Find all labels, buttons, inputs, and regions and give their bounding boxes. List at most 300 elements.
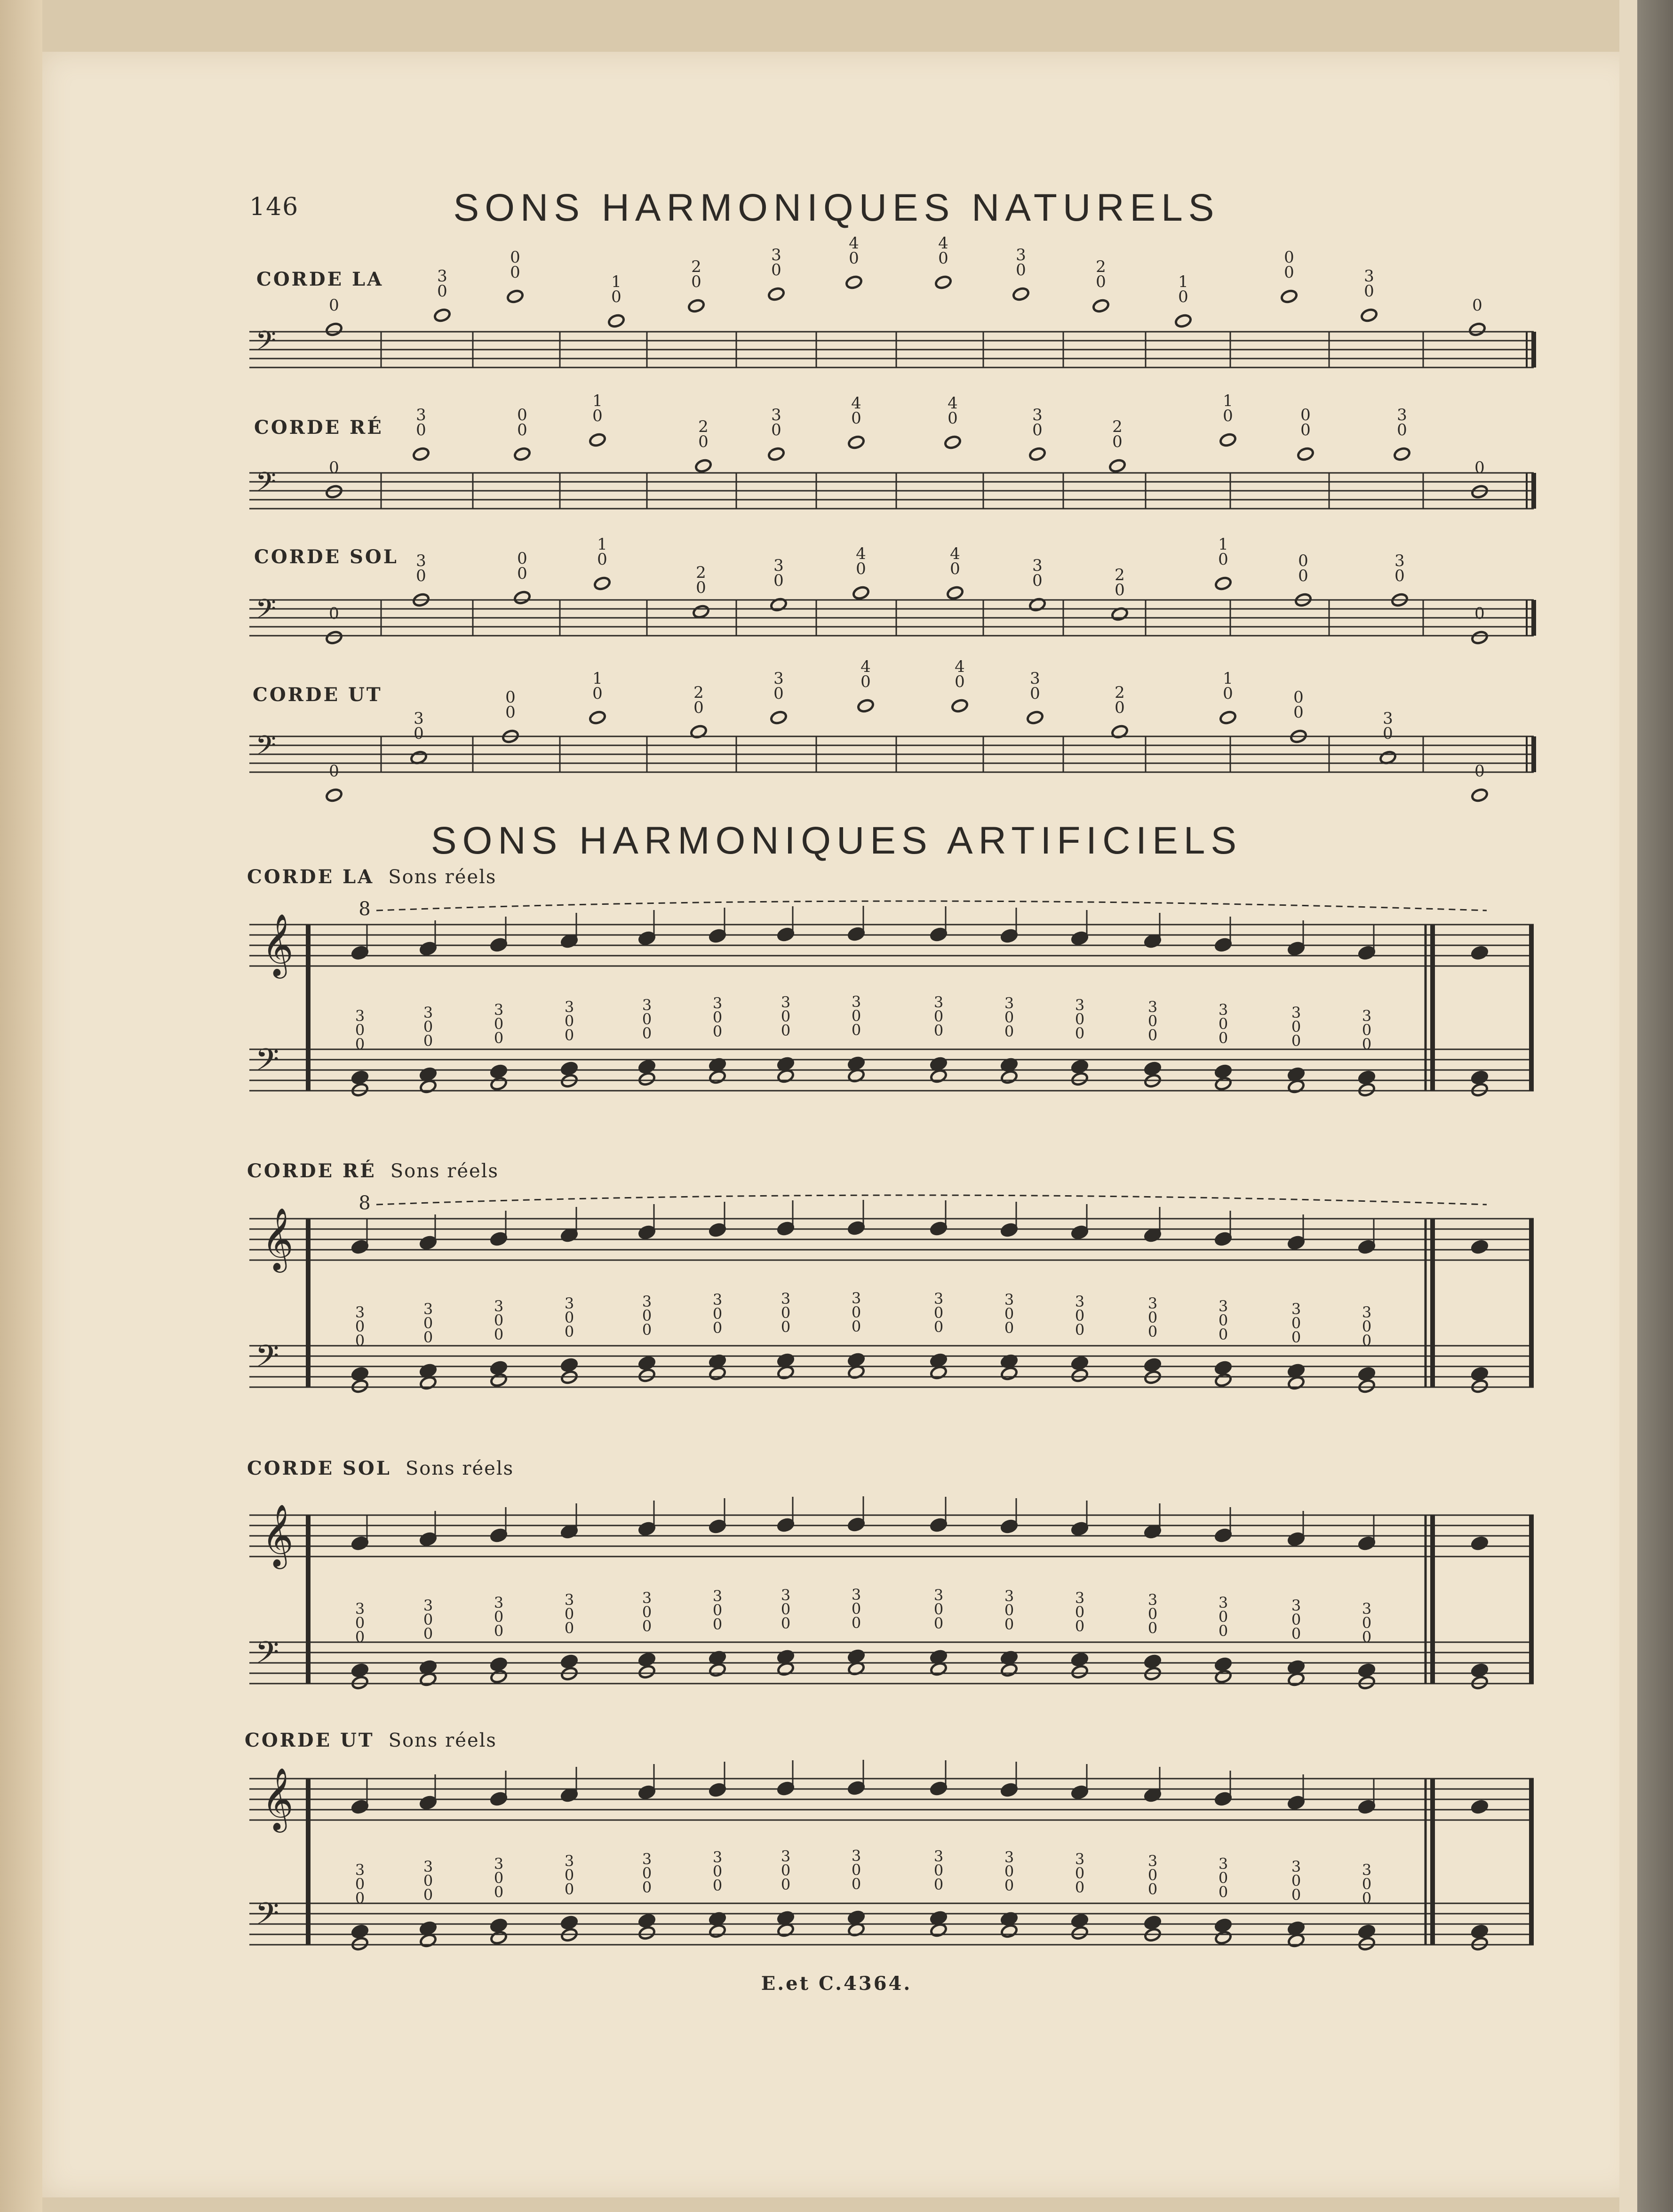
fingered-note: [560, 1061, 578, 1076]
fingering-number: 3: [564, 1294, 574, 1312]
fingering-number: 3: [771, 406, 781, 424]
final-note: [1471, 1924, 1489, 1939]
fingering-number: 0: [517, 421, 527, 439]
fingered-note: [490, 1657, 508, 1672]
real-sound-note: [1214, 1528, 1232, 1543]
fingering-number: 0: [611, 287, 621, 306]
touched-note: [1071, 1664, 1089, 1679]
row-label: CORDE RÉ Sons réels: [247, 1160, 499, 1182]
fingering-number: 2: [1096, 257, 1106, 276]
real-sound-note: [419, 1532, 437, 1547]
touched-note: [638, 1664, 656, 1679]
fingering-number: 3: [1075, 1589, 1085, 1607]
treble-clef: 𝄞: [262, 1767, 294, 1830]
fingering-number: 0: [329, 458, 339, 477]
fingering-number: 0: [517, 406, 527, 424]
fingering-number: 0: [414, 724, 424, 743]
real-sound-note: [1358, 1536, 1376, 1551]
fingered-note: [847, 1056, 865, 1071]
fingering-number: 0: [851, 1861, 861, 1879]
touched-note: [351, 1936, 369, 1951]
fingering-number: 0: [712, 1008, 723, 1026]
fingered-note: [1214, 1918, 1232, 1933]
row-label: CORDE SOL: [254, 546, 398, 568]
fingering-number: 3: [642, 1850, 652, 1868]
fingering-number: 3: [1383, 709, 1393, 728]
fingering-number: 0: [781, 1861, 791, 1879]
fingering-number: 1: [592, 391, 603, 410]
fingering-number: 0: [1223, 684, 1233, 703]
fingering-number: 3: [851, 1847, 861, 1865]
fingered-note: [1358, 1663, 1376, 1678]
real-sound-note: [1287, 1795, 1305, 1810]
fingering-number: 3: [1147, 1591, 1158, 1609]
fingering-number: 0: [592, 684, 603, 703]
bass-clef: 𝄢: [255, 1634, 279, 1678]
real-sound-note: [930, 1517, 948, 1533]
fingering-number: 3: [781, 993, 791, 1011]
fingering-number: 0: [564, 1323, 574, 1341]
fingering-number: 0: [1147, 1323, 1158, 1341]
fingering-number: 1: [592, 669, 603, 688]
fingering-number: 0: [1147, 1605, 1158, 1623]
real-sound-note: [1071, 931, 1089, 946]
touched-note: [1287, 1079, 1305, 1094]
fingering-number: 2: [696, 563, 706, 582]
fingering-number: 0: [564, 1026, 574, 1044]
fingered-note: [419, 1921, 437, 1936]
touched-note: [419, 1079, 437, 1094]
real-sound-note: [1358, 1239, 1376, 1254]
fingering-number: 0: [1300, 421, 1311, 439]
fingering-number: 0: [1300, 406, 1311, 424]
fingering-number: 0: [1004, 1008, 1014, 1026]
fingered-note: [1071, 1059, 1089, 1074]
real-sound-note: [1144, 934, 1162, 949]
fingering-number: 0: [860, 672, 871, 691]
touched-note: [930, 1923, 948, 1938]
fingering-number: 0: [1075, 1864, 1085, 1882]
real-sound-note: [1144, 1228, 1162, 1243]
fingering-number: 3: [1218, 1001, 1228, 1019]
fingered-note: [490, 1064, 508, 1079]
harmonic-note: [857, 698, 875, 713]
fingering-number: 0: [510, 263, 520, 282]
fingering-number: 0: [712, 1862, 723, 1880]
fingering-number: 0: [1075, 1617, 1085, 1635]
fingering-number: 0: [781, 1022, 791, 1039]
fingered-note: [490, 1918, 508, 1933]
fingering-number: 0: [416, 567, 426, 585]
fingered-note: [930, 1056, 948, 1071]
fingering-number: 3: [564, 1852, 574, 1870]
fingering-number: 0: [773, 571, 784, 590]
harmonic-note: [412, 447, 430, 462]
real-sound-note: [1071, 1225, 1089, 1240]
fingering-number: 0: [423, 1611, 433, 1629]
fingering-number: 0: [851, 409, 861, 428]
harmonic-note: [1219, 432, 1237, 447]
fingering-number: 0: [423, 1328, 433, 1346]
real-sound-note: [847, 926, 865, 942]
fingering-number: 0: [933, 1022, 944, 1039]
real-sound-note: [1358, 1799, 1376, 1814]
fingering-number: 0: [1474, 604, 1485, 623]
real-sound-note: [930, 1221, 948, 1236]
fingered-note: [1144, 1061, 1162, 1076]
fingering-number: 0: [1218, 1311, 1228, 1329]
fingering-number: 0: [1147, 1309, 1158, 1326]
fingering-number: 0: [1362, 1318, 1372, 1335]
real-sound-note: [560, 934, 578, 949]
real-sound-note: [709, 1782, 726, 1797]
fingering-number: 0: [564, 1880, 574, 1898]
fingering-number: 0: [564, 1619, 574, 1637]
fingering-number: 0: [933, 1876, 944, 1893]
touched-note: [1287, 1933, 1305, 1948]
fingering-number: 0: [505, 703, 516, 722]
fingering-number: 0: [1147, 1026, 1158, 1044]
fingering-number: 0: [938, 249, 948, 268]
fingering-number: 3: [851, 993, 861, 1011]
real-sound-note: [419, 1795, 437, 1810]
real-sound-note: [847, 1517, 865, 1532]
fingering-number: 0: [642, 1307, 652, 1325]
fingering-number: 3: [1147, 998, 1158, 1016]
fingering-number: 1: [1218, 535, 1228, 554]
fingering-number: 0: [1218, 1029, 1228, 1047]
touched-note: [1000, 1662, 1018, 1677]
fingering-number: 0: [849, 249, 859, 268]
fingering-number: 0: [781, 1614, 791, 1632]
fingering-number: 3: [781, 1586, 791, 1604]
fingering-number: 2: [1115, 683, 1125, 702]
fingering-number: 3: [1016, 246, 1026, 264]
fingering-number: 3: [355, 1600, 365, 1618]
fingering-number: 0: [355, 1614, 365, 1632]
fingered-note: [638, 1652, 656, 1667]
fingering-number: 3: [851, 1289, 861, 1307]
fingering-number: 0: [564, 1012, 574, 1030]
fingering-number: 0: [355, 1021, 365, 1039]
harmonic-note: [506, 289, 524, 304]
fingering-number: 0: [423, 1625, 433, 1643]
harmonic-note: [325, 788, 343, 803]
fingered-note: [419, 1067, 437, 1082]
fingering-number: 0: [1004, 1877, 1014, 1894]
fingered-note: [1071, 1356, 1089, 1371]
fingering-number: 0: [698, 432, 709, 451]
fingering-number: 0: [1075, 1321, 1085, 1339]
final-note: [1471, 1663, 1489, 1678]
fingering-number: 0: [1147, 1880, 1158, 1898]
fingering-number: 0: [851, 1021, 861, 1039]
fingering-number: 0: [494, 1326, 504, 1343]
fingering-number: 0: [517, 564, 527, 583]
fingered-note: [1287, 1660, 1305, 1675]
fingering-number: 3: [933, 1586, 944, 1604]
fingering-number: 0: [1362, 1332, 1372, 1350]
fingering-number: 0: [933, 1861, 944, 1879]
fingering-number: 3: [1394, 551, 1405, 570]
fingering-number: 0: [423, 1886, 433, 1904]
fingering-number: 0: [355, 1332, 365, 1350]
fingering-number: 0: [933, 1304, 944, 1322]
fingering-number: 0: [1291, 1314, 1301, 1332]
fingering-number: 0: [564, 1309, 574, 1326]
row-label: CORDE LA: [256, 268, 384, 290]
fingering-number: 4: [948, 394, 958, 413]
touched-note: [1071, 1071, 1089, 1086]
fingered-note: [351, 1366, 369, 1382]
harmonic-note: [513, 590, 531, 605]
real-sound-note: [351, 945, 369, 960]
touched-note: [777, 1069, 795, 1084]
real-sound-note: [490, 1528, 508, 1543]
harmonic-note: [1012, 287, 1030, 302]
fingering-number: 3: [781, 1847, 791, 1865]
harmonic-note: [1471, 788, 1489, 803]
fingering-number: 3: [1147, 1852, 1158, 1870]
fingered-note: [1358, 1366, 1376, 1382]
real-sound-note: [638, 1521, 656, 1536]
fingering-number: 0: [642, 1617, 652, 1635]
fingering-number: 3: [564, 1591, 574, 1609]
real-sound-note: [419, 1235, 437, 1250]
fingering-number: 0: [642, 1603, 652, 1621]
fingering-number: 0: [1030, 684, 1040, 703]
touched-note: [930, 1365, 948, 1380]
fingering-number: 0: [1004, 1319, 1014, 1337]
touched-note: [490, 1930, 508, 1945]
fingering-number: 3: [1218, 1855, 1228, 1873]
touched-note: [638, 1925, 656, 1940]
fingering-number: 0: [329, 296, 339, 315]
fingering-number: 1: [1178, 272, 1188, 291]
harmonic-note: [934, 275, 952, 290]
fingering-number: 0: [1115, 581, 1125, 599]
touched-note: [490, 1669, 508, 1684]
fingering-number: 0: [1472, 296, 1482, 315]
fingering-number: 0: [423, 1314, 433, 1332]
fingering-number: 0: [1293, 688, 1304, 707]
fingering-number: 3: [1004, 994, 1014, 1012]
fingering-number: 3: [642, 1589, 652, 1607]
fingering-number: 0: [423, 1872, 433, 1890]
touched-note: [777, 1923, 795, 1938]
fingering-number: 3: [773, 669, 784, 688]
fingering-number: 0: [564, 1605, 574, 1623]
fingering-number: 0: [1291, 1611, 1301, 1629]
real-sound-note: [560, 1228, 578, 1243]
fingering-number: 3: [712, 1587, 723, 1605]
touched-note: [1000, 1924, 1018, 1939]
fingering-number: 0: [1218, 1015, 1228, 1033]
fingering-number: 0: [712, 1319, 723, 1337]
fingered-note: [1144, 1358, 1162, 1373]
fingering-number: 0: [1016, 261, 1026, 279]
real-sound-note: [1000, 928, 1018, 943]
harmonic-note: [770, 710, 788, 725]
fingering-number: 3: [1075, 1293, 1085, 1310]
fingering-number: 0: [494, 1311, 504, 1329]
fingering-number: 3: [1032, 406, 1043, 424]
harmonic-note: [593, 576, 611, 591]
fingering-number: 3: [1362, 1600, 1372, 1618]
fingered-note: [560, 1654, 578, 1669]
fingering-number: 0: [642, 1321, 652, 1339]
fingering-number: 0: [1032, 421, 1043, 439]
page-number: 146: [249, 193, 299, 221]
touched-note: [351, 1379, 369, 1394]
fingering-number: 0: [1218, 550, 1228, 569]
fingering-number: 0: [642, 1864, 652, 1882]
touched-note: [1000, 1366, 1018, 1381]
fingering-number: 0: [851, 1318, 861, 1335]
real-sound-note: [1144, 1524, 1162, 1539]
fingering-number: 4: [856, 544, 866, 563]
fingering-number: 0: [355, 1889, 365, 1907]
fingered-note: [847, 1649, 865, 1664]
fingered-note: [351, 1070, 369, 1085]
treble-clef: 𝄞: [262, 1503, 294, 1566]
touched-note: [1000, 1070, 1018, 1085]
real-sound-note: [1287, 941, 1305, 956]
fingering-number: 0: [1291, 1328, 1301, 1346]
touched-note: [1358, 1082, 1376, 1097]
fingering-number: 2: [691, 257, 701, 276]
fingering-number: 0: [1394, 567, 1405, 585]
fingering-number: 0: [933, 1318, 944, 1336]
harmonic-note: [589, 432, 606, 447]
fingering-number: 0: [642, 1010, 652, 1028]
fingering-number: 3: [416, 406, 426, 424]
fingering-number: 0: [1284, 248, 1294, 267]
fingering-number: 3: [1397, 406, 1407, 424]
final-note: [1471, 1379, 1489, 1394]
fingering-number: 3: [933, 993, 944, 1011]
fingering-number: 0: [1298, 551, 1308, 570]
fingered-note: [638, 1059, 656, 1074]
fingered-note: [490, 1360, 508, 1375]
fingering-number: 0: [1004, 1615, 1014, 1633]
final-note: [1471, 1070, 1489, 1085]
fingering-number: 3: [1032, 556, 1043, 575]
fingering-number: 3: [1030, 669, 1040, 688]
final-note: [1471, 1536, 1489, 1551]
touched-note: [777, 1661, 795, 1677]
fingering-number: 0: [781, 1007, 791, 1025]
real-sound-note: [1214, 1231, 1232, 1246]
fingering-number: 0: [781, 1318, 791, 1336]
fingering-number: 0: [1112, 432, 1123, 451]
fingering-number: 3: [1291, 1858, 1301, 1876]
harmonic-note: [767, 447, 785, 462]
fingered-note: [777, 1353, 795, 1368]
fingering-number: 0: [1075, 1010, 1085, 1028]
fingered-note: [638, 1356, 656, 1371]
fingering-number: 0: [1147, 1619, 1158, 1637]
fingering-number: 0: [564, 1866, 574, 1884]
fingering-number: 0: [329, 762, 339, 781]
fingering-number: 0: [597, 550, 607, 569]
harmonic-note: [946, 585, 964, 600]
final-note: [1471, 1675, 1489, 1690]
row-label: CORDE RÉ: [254, 416, 383, 439]
fingering-number: 0: [771, 421, 781, 439]
harmonic-note: [1214, 576, 1232, 591]
fingering-number: 0: [355, 1875, 365, 1893]
fingering-number: 0: [1218, 1622, 1228, 1640]
fingering-number: 0: [851, 1875, 861, 1893]
fingering-number: 0: [693, 698, 704, 717]
octave-mark: 8: [358, 898, 371, 920]
harmonic-note: [325, 484, 343, 499]
harmonic-note: [1471, 630, 1489, 645]
fingering-number: 0: [1218, 1883, 1228, 1901]
fingered-note: [1287, 1067, 1305, 1082]
fingering-number: 0: [1284, 263, 1294, 282]
touched-note: [419, 1375, 437, 1390]
fingering-number: 3: [494, 1594, 504, 1612]
harmonic-note: [1471, 484, 1489, 499]
fingering-number: 4: [860, 657, 871, 676]
fingering-number: 3: [423, 1858, 433, 1876]
fingering-number: 3: [414, 709, 424, 728]
harmonic-note: [1108, 458, 1126, 473]
harmonic-note: [847, 435, 865, 450]
fingered-note: [847, 1352, 865, 1367]
fingering-number: 0: [712, 1305, 723, 1323]
bass-clef: 𝄢: [255, 467, 276, 504]
fingering-number: 3: [437, 267, 447, 286]
fingering-number: 0: [950, 559, 960, 578]
fingering-number: 4: [938, 234, 948, 253]
fingering-number: 0: [517, 549, 527, 568]
fingering-number: 0: [1362, 1875, 1372, 1893]
touched-note: [490, 1373, 508, 1388]
fingered-note: [351, 1924, 369, 1939]
final-note: [1471, 1082, 1489, 1097]
fingering-number: 0: [437, 282, 447, 301]
fingering-number: 0: [423, 1032, 433, 1050]
fingering-number: 1: [611, 272, 621, 291]
fingering-number: 0: [1147, 1012, 1158, 1030]
fingering-number: 3: [1218, 1594, 1228, 1612]
fingering-number: 0: [494, 1029, 504, 1047]
harmonic-note: [1026, 710, 1044, 725]
fingering-number: 3: [494, 1297, 504, 1315]
fingered-note: [1287, 1363, 1305, 1378]
fingered-note: [1358, 1924, 1376, 1939]
touched-note: [1214, 1930, 1232, 1945]
real-sound-note: [777, 1221, 795, 1236]
real-sound-note: [638, 931, 656, 946]
fingered-note: [1144, 1915, 1162, 1930]
fingering-number: 1: [1223, 669, 1233, 688]
fingering-number: 0: [1218, 1608, 1228, 1626]
fingered-note: [1144, 1654, 1162, 1669]
fingering-number: 0: [329, 604, 339, 623]
fingering-number: 0: [851, 1614, 861, 1632]
fingered-note: [930, 1649, 948, 1664]
fingering-number: 0: [1096, 272, 1106, 291]
fingering-number: 0: [494, 1622, 504, 1640]
real-sound-note: [847, 1781, 865, 1796]
harmonic-note: [951, 698, 969, 713]
row-label: CORDE LA Sons réels: [247, 866, 497, 888]
harmonic-note: [944, 435, 962, 450]
